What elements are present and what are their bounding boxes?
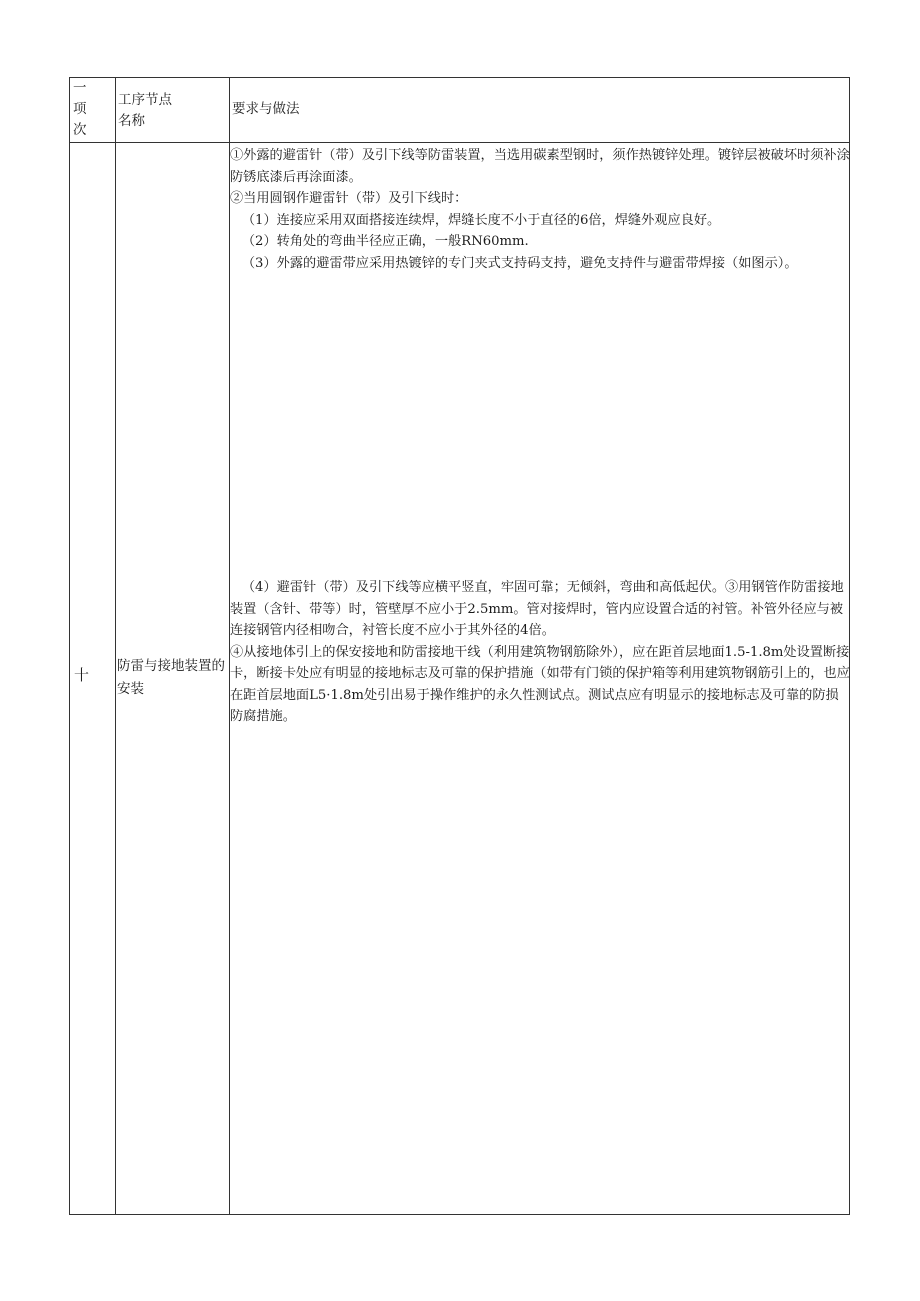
requirement-paragraph: （3）外露的避雷带应采用热镀锌的专门夹式支持码支持，避免支持件与避雷带焊接（如图示）。: [241, 255, 798, 271]
requirements-top-block: [230, 145, 850, 274]
requirement-paragraph: （4）避雷针（带）及引下线等应横平竖直，牢固可靠；无倾斜，弯曲和高低起伏。③用钢管作防雷接地装置（含针、带等）时，管壁厚不应小于2.5mm。管对接焊时，管内应设置合适的衬管。补管外径应与被连接钢管内径相吻合，衬管长度不应小于其外径的4倍。: [230, 580, 844, 638]
header-divider: [70, 142, 849, 143]
requirement-paragraph: ①外露的避雷针（带）及引下线等防雷装置，当选用碳素型钢时，须作热镀锌处理。镀锌层被破坏时须补涂防锈底漆后再涂面漆。: [230, 148, 850, 185]
requirement-paragraph: ④从接地体引上的保安接地和防雷接地干线（利用建筑物钢筋除外），应在距首层地面1.5-1.8m处设置断接卡，断接卡处应有明显的接地标志及可靠的保护措施（如带有门锁的保护箱等利用建筑物钢筋引上的，也应在距首层地面L5·1.8m处引出易于操作维护的永久性测试点。测试点应有明显示的接地标志及可靠的防损防腐措施。: [230, 644, 850, 724]
header-requirements: 要求与做法: [232, 101, 300, 117]
requirements-bottom-block: [230, 577, 850, 728]
header-item-no: 一 项 次: [73, 80, 87, 138]
requirement-paragraph: （1）连接应采用双面搭接连续焊，焊缝长度不小于直径的6倍，焊缝外观应良好。: [241, 212, 721, 228]
process-table: [69, 77, 850, 1215]
row-process-node-name: 防雷与接地装置的安装: [117, 658, 225, 697]
column-divider: [115, 78, 116, 1214]
header-process-node: 工序节点 名称: [118, 92, 172, 129]
requirement-paragraph: （2）转角处的弯曲半径应正确，一般RN60mm.: [241, 234, 529, 249]
requirement-paragraph: ②当用圆钢作避雷针（带）及引下线时：: [230, 191, 468, 206]
row-item-number: 十: [74, 666, 90, 684]
